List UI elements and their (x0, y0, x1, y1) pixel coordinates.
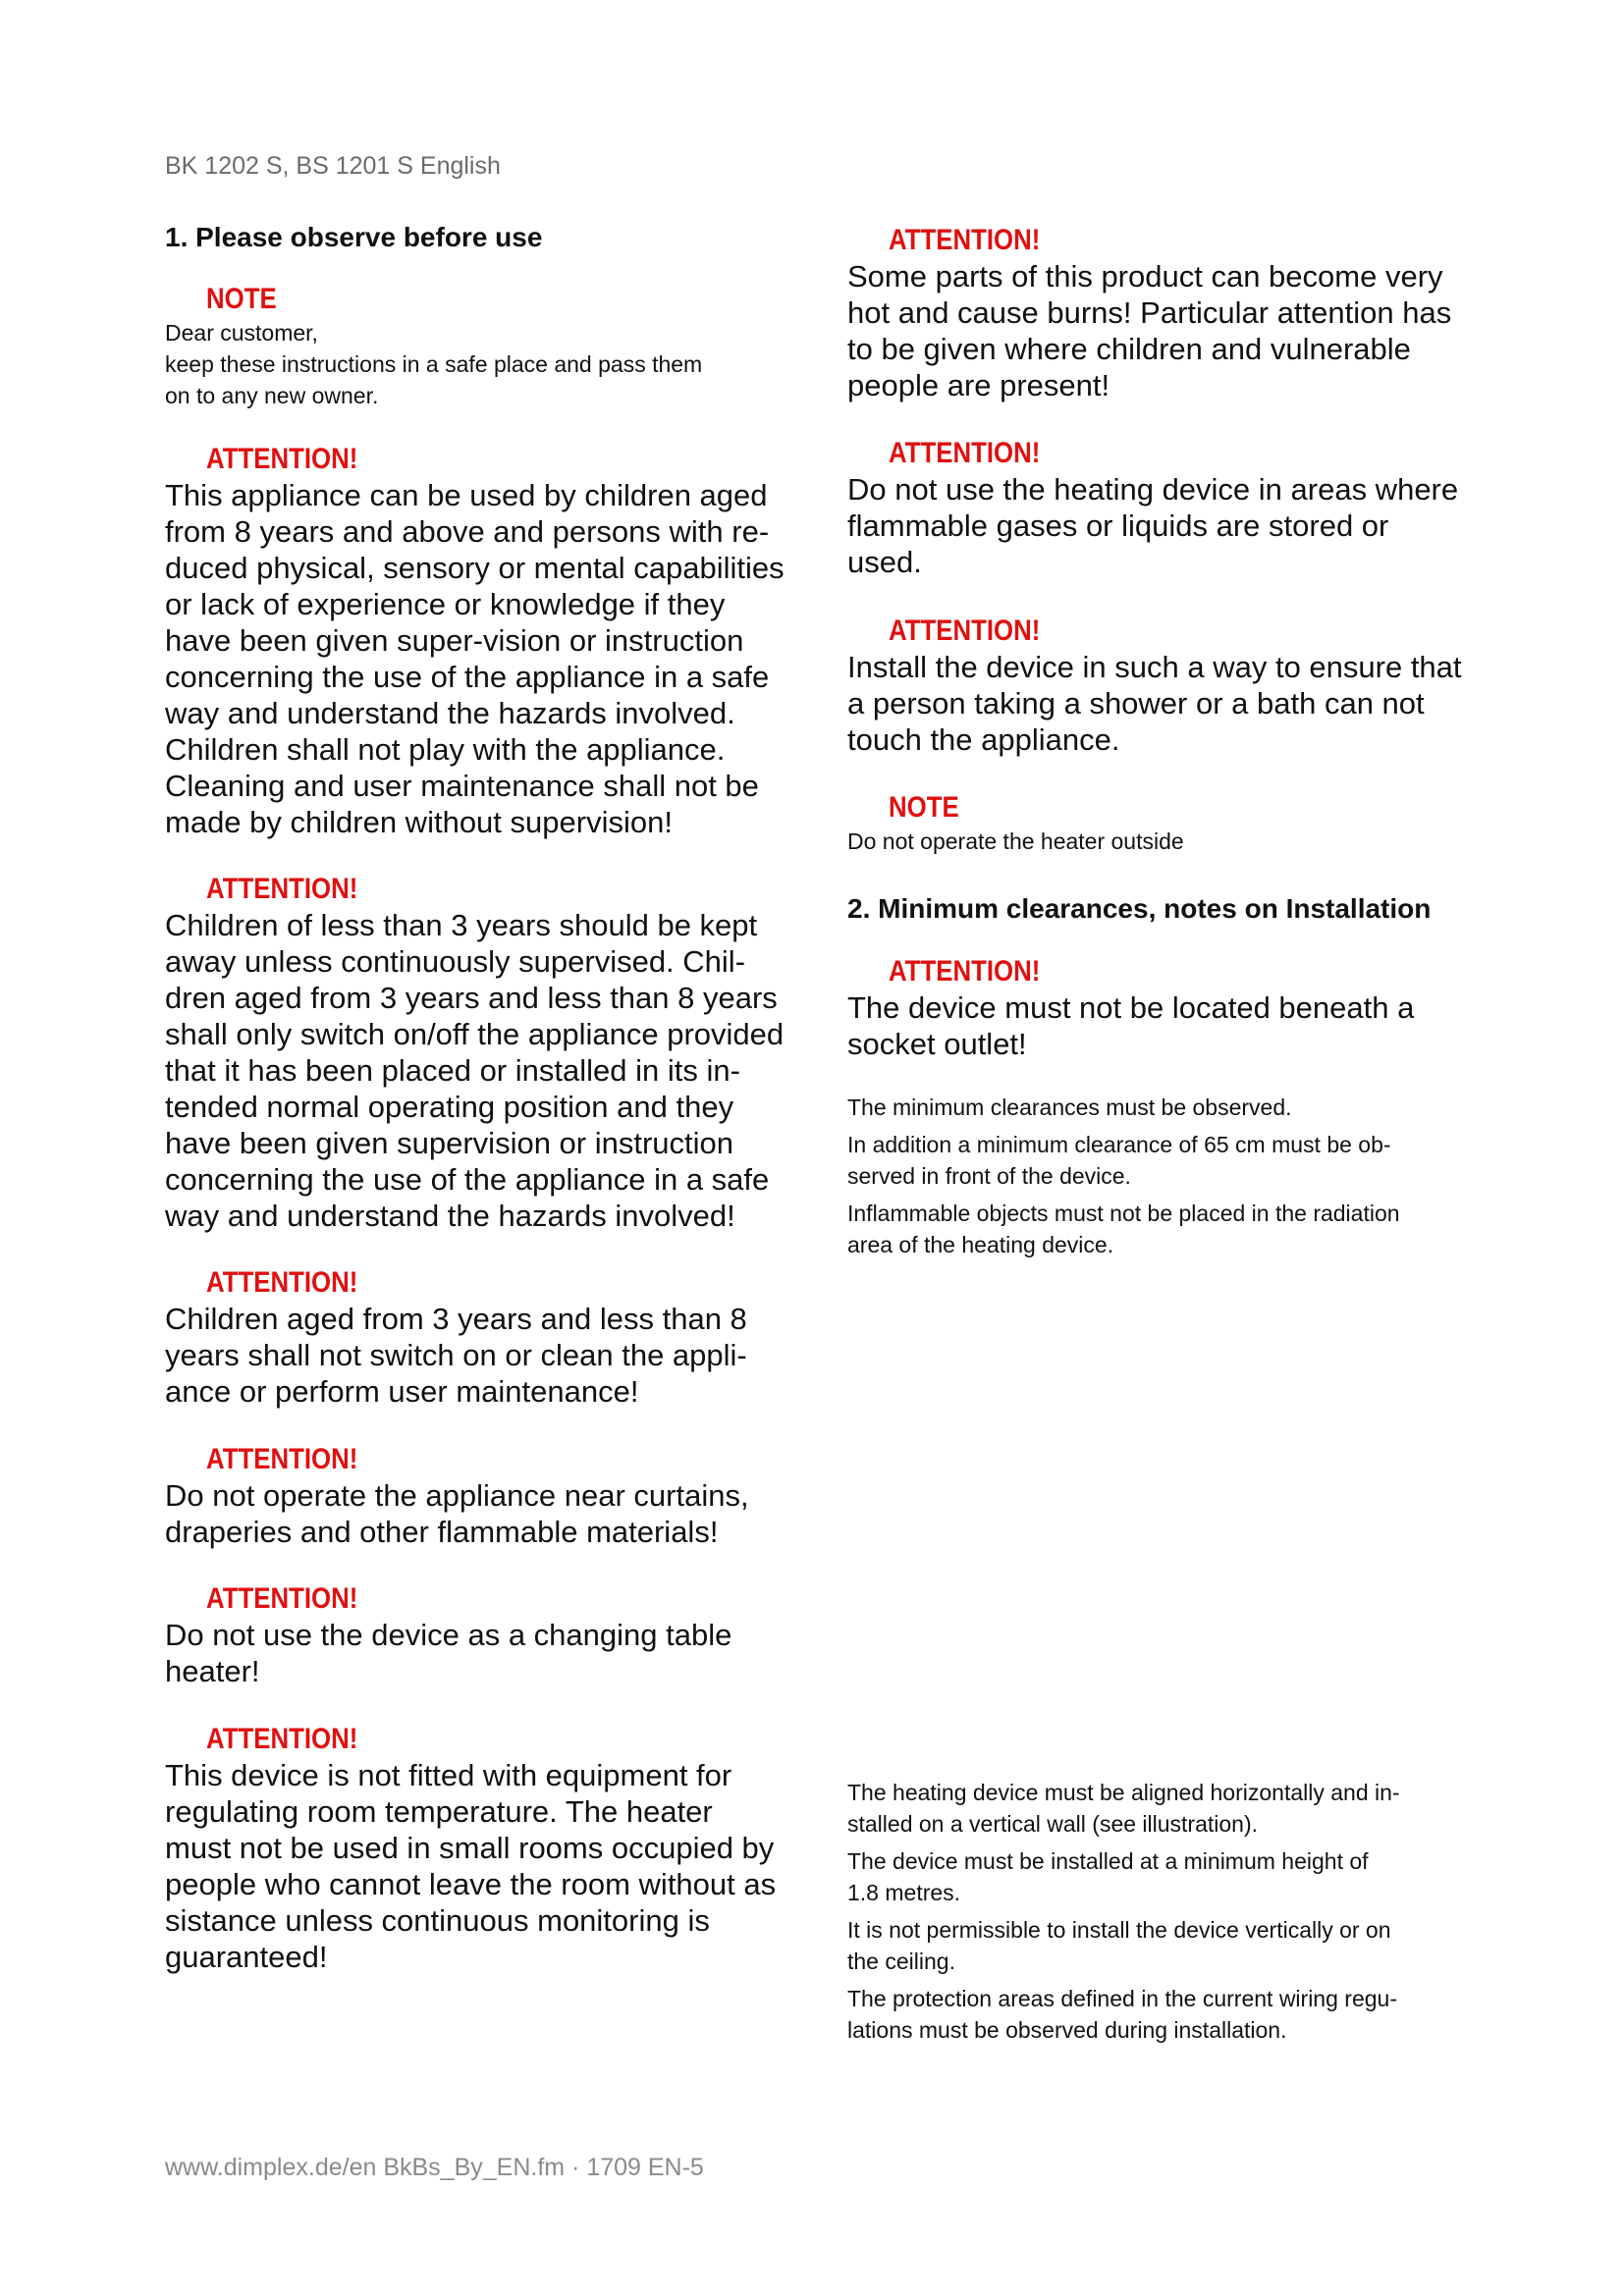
clearance-paragraphs (847, 1092, 1486, 1266)
paragraph (847, 1983, 1486, 2046)
text-line: This device is not fitted with equipment for (165, 1758, 732, 1792)
page-header: BK 1202 S, BS 1201 S English (165, 152, 501, 180)
note-text (847, 826, 1486, 857)
text-line: ance or perform user maintenance! (165, 1374, 639, 1409)
section-1-heading: 1. Please observe before use (165, 222, 543, 252)
text-line: The heating device must be aligned horizontally and in- (847, 1780, 1400, 1805)
text-line: draperies and other flammable materials! (165, 1515, 719, 1549)
attention-label: ATTENTION! (206, 873, 358, 905)
text-line: way and understand the hazards involved. (165, 696, 735, 730)
attention-label: ATTENTION! (206, 443, 358, 475)
text-line: from 8 years and above and persons with re- (165, 514, 770, 549)
text-line: area of the heating device. (847, 1232, 1114, 1257)
page-footer: www.dimplex.de/en BkBs_By_EN.fm · 1709 EN-5 (165, 2154, 704, 2181)
text-line: Children shall not play with the appliance. (165, 732, 726, 767)
attention-text (847, 258, 1486, 403)
text-line: Children aged from 3 years and less than 8 (165, 1302, 747, 1336)
note-text (165, 317, 803, 411)
text-line: hot and cause burns! Particular attention has (847, 295, 1452, 330)
text-line: duced physical, sensory or mental capabilities (165, 551, 785, 585)
text-line: In addition a minimum clearance of 65 cm must be ob- (847, 1132, 1391, 1157)
text-line: stalled on a vertical wall (see illustration). (847, 1811, 1259, 1837)
attention-label: ATTENTION! (889, 437, 1041, 469)
text-line: Cleaning and user maintenance shall not be (165, 769, 759, 803)
text-line: 1.8 metres. (847, 1880, 961, 1905)
attention-block (847, 614, 1486, 758)
attention-label: ATTENTION! (206, 1266, 358, 1299)
text-line: guaranteed! (165, 1940, 328, 1974)
attention-block (165, 872, 803, 1234)
attention-block (165, 1581, 803, 1689)
attention-text (165, 907, 803, 1234)
attention-label: ATTENTION! (889, 224, 1041, 256)
text-line: Do not operate the appliance near curtains, (165, 1478, 749, 1513)
section-2-heading: 2. Minimum clearances, notes on Installation (847, 893, 1432, 924)
paragraph (847, 1198, 1486, 1260)
text-line: It is not permissible to install the device vertically or on (847, 1917, 1391, 1943)
note-block (165, 282, 803, 411)
text-line: touch the appliance. (847, 722, 1120, 757)
note-label: NOTE (889, 791, 959, 824)
attention-block (165, 1265, 803, 1410)
text-line: Do not use the device as a changing table (165, 1618, 732, 1652)
text-line: people are present! (847, 368, 1110, 402)
attention-block (165, 442, 803, 840)
text-line: tended normal operating position and they (165, 1090, 734, 1124)
note-block (847, 790, 1486, 857)
text-line: Do not operate the heater outside (847, 828, 1184, 854)
attention-block (847, 954, 1486, 1062)
text-line: The device must be installed at a minimum height of (847, 1848, 1369, 1874)
attention-label: ATTENTION! (206, 1723, 358, 1755)
attention-text (847, 471, 1486, 580)
text-line: heater! (165, 1654, 260, 1688)
attention-block (165, 1722, 803, 1975)
attention-label: ATTENTION! (889, 614, 1041, 647)
paragraph (847, 1845, 1486, 1908)
text-line: lations must be observed during installation. (847, 2017, 1287, 2043)
text-line: served in front of the device. (847, 1163, 1131, 1189)
text-line: have been given supervision or instruction (165, 1126, 734, 1160)
text-line: have been given super-vision or instruction (165, 623, 744, 658)
text-line: shall only switch on/off the appliance provided (165, 1017, 785, 1051)
attention-label: ATTENTION! (206, 1443, 358, 1475)
text-line: that it has been placed or installed in its in- (165, 1053, 740, 1088)
attention-block (847, 223, 1486, 403)
text-line: This appliance can be used by children aged (165, 478, 768, 512)
text-line: to be given where children and vulnerable (847, 332, 1411, 366)
text-line: concerning the use of the appliance in a safe (165, 660, 770, 694)
attention-text (847, 649, 1486, 758)
text-line: regulating room temperature. The heater (165, 1794, 713, 1829)
text-line: people who cannot leave the room without as (165, 1867, 777, 1901)
text-line: socket outlet! (847, 1027, 1027, 1061)
text-line: The minimum clearances must be observed. (847, 1095, 1292, 1120)
attention-label: ATTENTION! (889, 955, 1041, 988)
attention-text (165, 477, 803, 840)
paragraph (847, 1129, 1486, 1192)
text-line: Some parts of this product can become very (847, 259, 1443, 294)
text-line: sistance unless continuous monitoring is (165, 1903, 710, 1938)
text-line: Dear customer, (165, 320, 318, 346)
text-line: way and understand the hazards involved! (165, 1199, 735, 1233)
text-line: must not be used in small rooms occupied by (165, 1831, 775, 1865)
text-line: away unless continuously supervised. Chil- (165, 944, 746, 979)
text-line: the ceiling. (847, 1949, 955, 1974)
text-line: keep these instructions in a safe place and pass them (165, 351, 703, 377)
text-line: flammable gases or liquids are stored or (847, 508, 1389, 543)
text-line: used. (847, 545, 922, 579)
text-line: concerning the use of the appliance in a safe (165, 1162, 770, 1197)
attention-text (847, 989, 1486, 1062)
attention-label: ATTENTION! (206, 1582, 358, 1615)
text-line: years shall not switch on or clean the appli- (165, 1338, 747, 1372)
text-line: Inflammable objects must not be placed in the radiation (847, 1201, 1400, 1226)
attention-block (165, 1442, 803, 1550)
text-line: a person taking a shower or a bath can not (847, 686, 1425, 721)
text-line: Do not use the heating device in areas where (847, 472, 1459, 507)
text-line: made by children without supervision! (165, 805, 673, 839)
attention-text (165, 1757, 803, 1975)
attention-block (847, 436, 1486, 580)
attention-text (165, 1477, 803, 1550)
paragraph (847, 1092, 1486, 1123)
text-line: dren aged from 3 years and less than 8 years (165, 981, 778, 1015)
text-line: Children of less than 3 years should be kept (165, 908, 758, 942)
paragraph (847, 1914, 1486, 1977)
text-line: The protection areas defined in the current wiring regu- (847, 1986, 1397, 2011)
paragraph (847, 1777, 1486, 1840)
text-line: or lack of experience or knowledge if they (165, 587, 726, 621)
note-label: NOTE (206, 283, 277, 315)
installation-paragraphs (847, 1777, 1486, 2052)
text-line: Install the device in such a way to ensure that (847, 650, 1462, 684)
text-line: on to any new owner. (165, 383, 379, 408)
attention-text (165, 1617, 803, 1689)
text-line: The device must not be located beneath a (847, 990, 1415, 1025)
attention-text (165, 1301, 803, 1410)
